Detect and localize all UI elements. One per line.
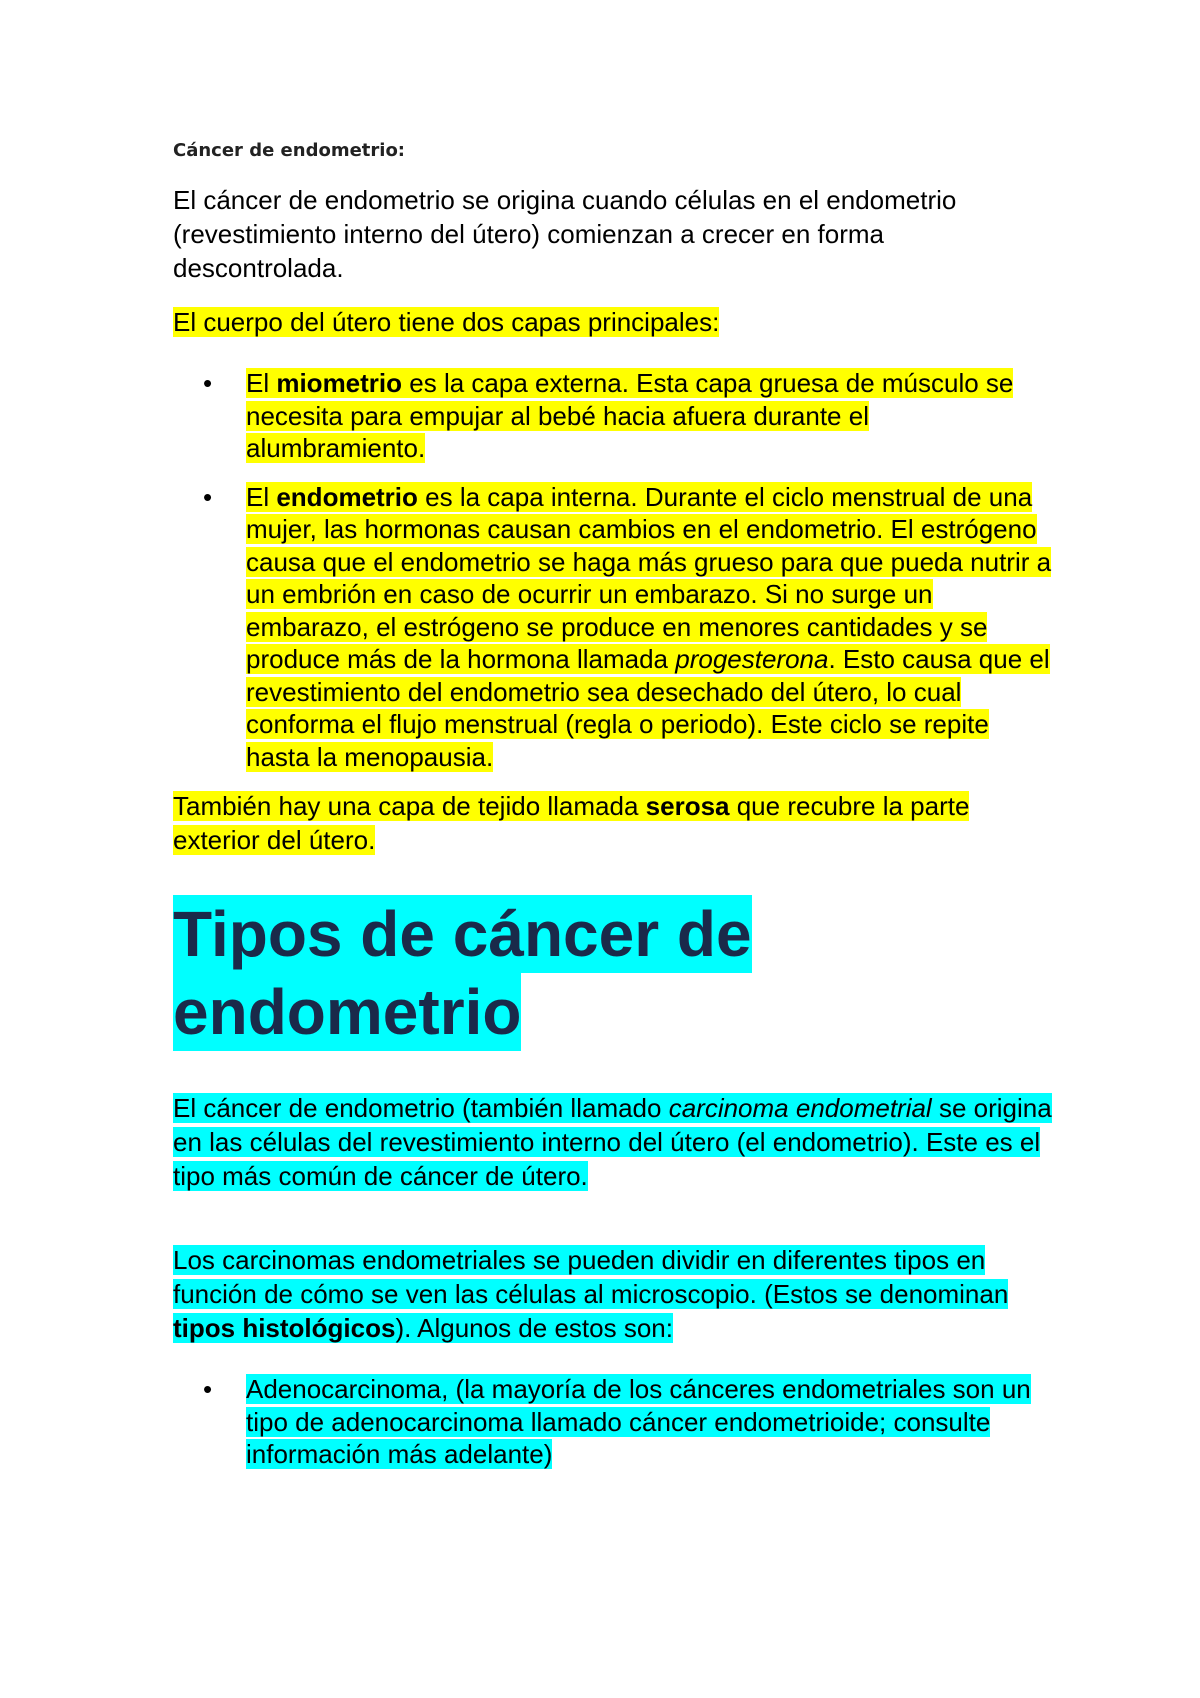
layers-intro-paragraph <box>173 305 1053 339</box>
section-title: Cáncer de endometrio: <box>173 140 406 161</box>
miometrio-text: El miometrio es la capa externa. Esta capa gruesa de músculo se necesita para empujar al bebé hacia afuera durante el alumbramiento. <box>246 368 1014 463</box>
types-list <box>173 1373 1053 1471</box>
endometrio-term: endometrio <box>276 481 418 512</box>
layers-list <box>173 367 1053 773</box>
serosa-text: También hay una capa de tejido llamada serosa que recubre la parte exterior del útero. <box>173 791 970 855</box>
list-item-endometrio <box>173 481 1053 774</box>
types-paragraph-2-text: Los carcinomas endometriales se pueden dividir en diferentes tipos en función de cómo se ven las células al microscopio. (Estos se denominan tipos histológicos). Algunos de estos son: <box>173 1245 1009 1343</box>
types-paragraph-1-text: El cáncer de endometrio (también llamado carcinoma endometrial se origina en las células del revestimiento interno del útero (el endometrio). Este es el tipo más común de cáncer de útero. <box>173 1093 1052 1191</box>
types-heading-line2: endometrio <box>173 973 521 1051</box>
serosa-term: serosa <box>645 791 730 821</box>
list-item-adenocarcinoma <box>173 1373 1053 1471</box>
types-heading-line1: Tipos de cáncer de <box>173 895 752 973</box>
progesterona-term: progesterona <box>675 644 829 674</box>
endometrio-text: El endometrio es la capa interna. Durante el ciclo menstrual de una mujer, las hormonas causan cambios en el endometrio. El estrógeno causa que el endometrio se haga más grueso para que pueda nutrir a un embrión en caso de ocurrir un embarazo. Si no surge un embarazo, el estrógeno se produce en menores cantidades y se produce más de la hormona llamada progesterona. Esto causa que el revestimiento del endometrio sea desechado del útero, lo cual conforma el flujo menstrual (regla o periodo). Este ciclo se repite hasta la menopausia. <box>246 481 1052 772</box>
types-paragraph-1 <box>173 1091 1053 1193</box>
types-heading <box>173 895 1053 1051</box>
list-item-miometrio <box>173 367 1053 465</box>
bullet-icon: • <box>203 481 213 512</box>
intro-paragraph: El cáncer de endometrio se origina cuando células en el endometrio (revestimiento interno del útero) comienzan a crecer en forma descontrolada. <box>173 185 957 283</box>
document-body <box>173 140 1053 1487</box>
layers-intro-text: El cuerpo del útero tiene dos capas principales: <box>173 307 720 337</box>
types-paragraph-2 <box>173 1243 1053 1345</box>
bullet-icon: • <box>203 1374 213 1404</box>
serosa-paragraph <box>173 789 1053 857</box>
carcinoma-endometrial-term: carcinoma endometrial <box>668 1093 932 1123</box>
miometrio-term: miometrio <box>276 368 403 398</box>
bullet-icon: • <box>203 368 213 398</box>
adenocarcinoma-text: Adenocarcinoma, (la mayoría de los cánceres endometriales son un tipo de adenocarcinoma llamado cáncer endometrioide; consulte información más adelante) <box>246 1374 1031 1469</box>
tipos-histologicos-term: tipos histológicos <box>173 1313 396 1343</box>
